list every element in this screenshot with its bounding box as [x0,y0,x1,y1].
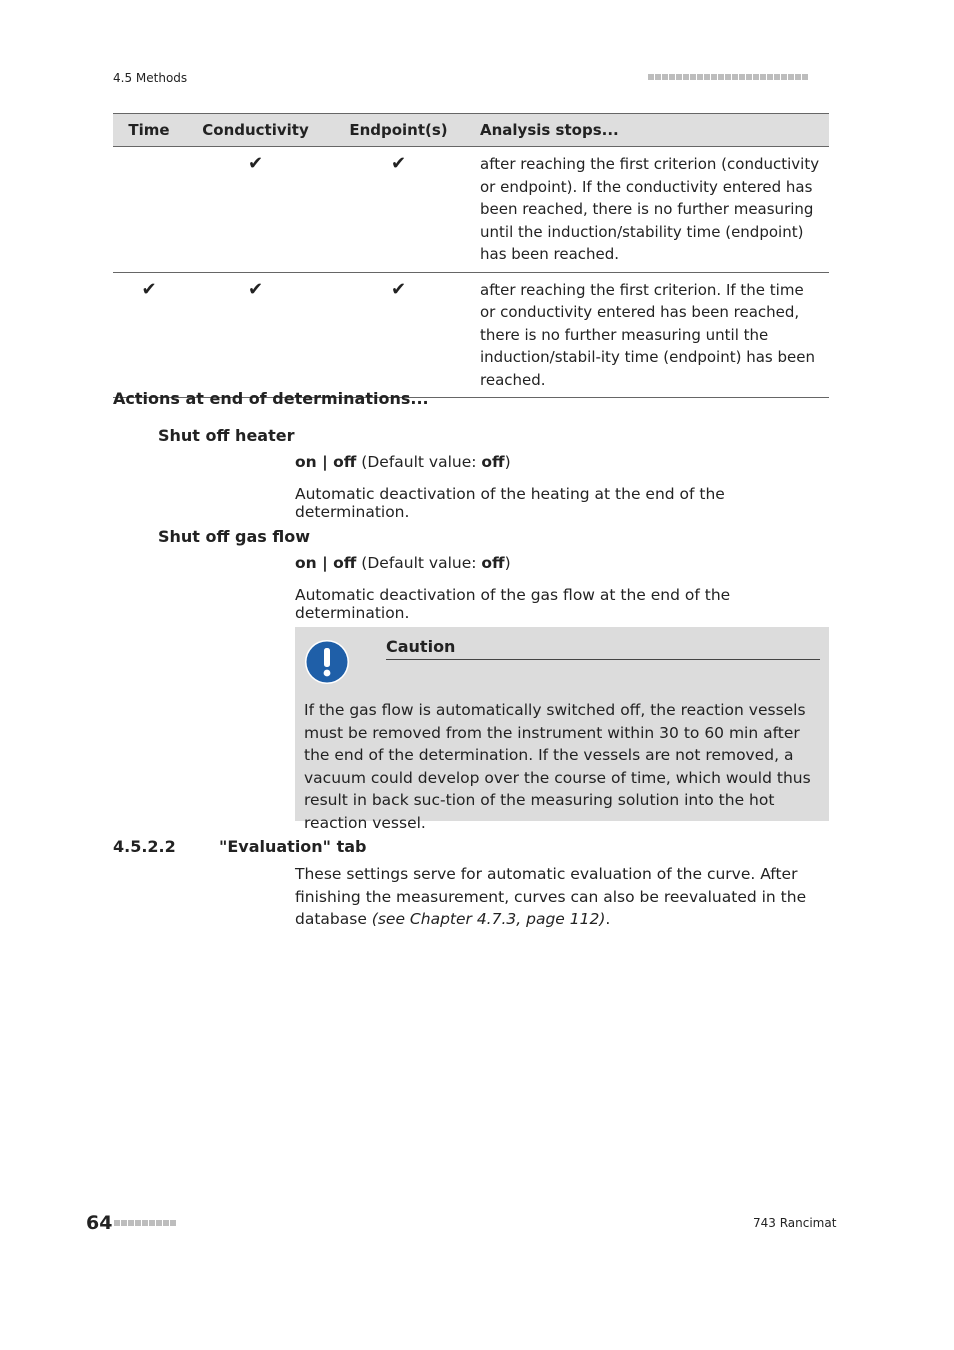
param-heater-values [295,453,511,471]
value-on: on [295,554,317,572]
param-gas-flow-values [295,554,511,572]
default-suffix: ) [504,554,511,572]
exclamation-icon [304,639,350,685]
square-mark [697,74,703,80]
column-header-endpoints: Endpoint(s) [326,114,471,147]
param-gas-flow-description: Automatic deactivation of the gas flow at the end of the determination. [295,586,731,622]
section-text [295,863,829,931]
running-header-section: 4.5 Methods [113,71,188,85]
time-check-icon: ✔ [113,272,185,398]
square-mark [718,74,724,80]
square-mark [121,1220,127,1226]
conductivity-check-icon: ✔ [185,147,326,273]
analysis-stops-text: after reaching the first criterion (conductivity or endpoint). If the conductivity entered has been reached, there is no further measuring until the induction/stability time (endpoint) has been reached. [471,147,829,273]
square-mark [788,74,794,80]
table-row [113,272,829,398]
square-mark [114,1220,120,1226]
square-mark [163,1220,169,1226]
value-separator: | [316,453,334,471]
value-off: off [333,554,357,572]
caution-divider [386,659,820,660]
endpoint-check-icon: ✔ [326,272,471,398]
square-mark [753,74,759,80]
section-title: "Evaluation" tab [219,837,367,856]
square-mark [690,74,696,80]
footer-decoration [114,1220,176,1226]
square-mark [156,1220,162,1226]
value-separator: | [316,554,334,572]
table-header-row [113,114,829,147]
default-value: off [481,453,505,471]
square-mark [669,74,675,80]
caution-title: Caution [386,637,456,656]
analysis-stops-text: after reaching the first criterion. If the time or conductivity entered has been reached, there is no further measuring until the induction/stabil-ity time (endpoint) has been reached. [471,272,829,398]
default-prefix: (Default value: [356,453,482,471]
section-body: These settings serve for automatic evaluation of the curve. After finishing the measurement, curves can also be reevaluated in the database [295,865,812,928]
square-mark [704,74,710,80]
value-off: off [333,453,357,471]
param-shut-off-heater: Shut off heater [158,426,295,445]
param-heater-description: Automatic deactivation of the heating at the end of the determination. [295,485,725,521]
square-mark [149,1220,155,1226]
criteria-table [113,113,829,398]
page-number: 64 [86,1212,113,1234]
actions-heading: Actions at end of determinations... [113,389,429,408]
square-mark [781,74,787,80]
square-mark [725,74,731,80]
chapter-reference-link[interactable]: (see Chapter 4.7.3, page 112) [371,910,606,928]
square-mark [662,74,668,80]
product-name: 743 Rancimat [753,1216,837,1230]
square-mark [802,74,808,80]
column-header-analysis-stops: Analysis stops... [471,114,829,147]
section-body-end: . [605,910,611,928]
column-header-time: Time [113,114,185,147]
caution-box [295,627,829,832]
default-prefix: (Default value: [356,554,482,572]
square-mark [170,1220,176,1226]
square-mark [795,74,801,80]
header-decoration [648,74,808,80]
table-row [113,147,829,273]
default-value: off [481,554,505,572]
caution-text: If the gas flow is automatically switched off, the reaction vessels must be removed from the instrument within 30 to 60 min after the end of the determination. If the vessels are not removed, a vacuum could develop over the course of time, which would thus result in back suc-tion of the measuring solution into the hot reaction vessel. [304,701,811,832]
square-mark [676,74,682,80]
square-mark [739,74,745,80]
conductivity-check-icon: ✔ [185,272,326,398]
default-suffix: ) [504,453,511,471]
square-mark [648,74,654,80]
endpoint-check-icon: ✔ [326,147,471,273]
value-on: on [295,453,317,471]
square-mark [774,74,780,80]
square-mark [683,74,689,80]
square-mark [655,74,661,80]
section-number: 4.5.2.2 [113,837,176,856]
square-mark [135,1220,141,1226]
square-mark [767,74,773,80]
time-check-cell [113,147,185,273]
square-mark [746,74,752,80]
square-mark [711,74,717,80]
square-mark [128,1220,134,1226]
param-shut-off-gas-flow: Shut off gas flow [158,527,311,546]
column-header-conductivity: Conductivity [185,114,326,147]
square-mark [142,1220,148,1226]
square-mark [732,74,738,80]
square-mark [760,74,766,80]
